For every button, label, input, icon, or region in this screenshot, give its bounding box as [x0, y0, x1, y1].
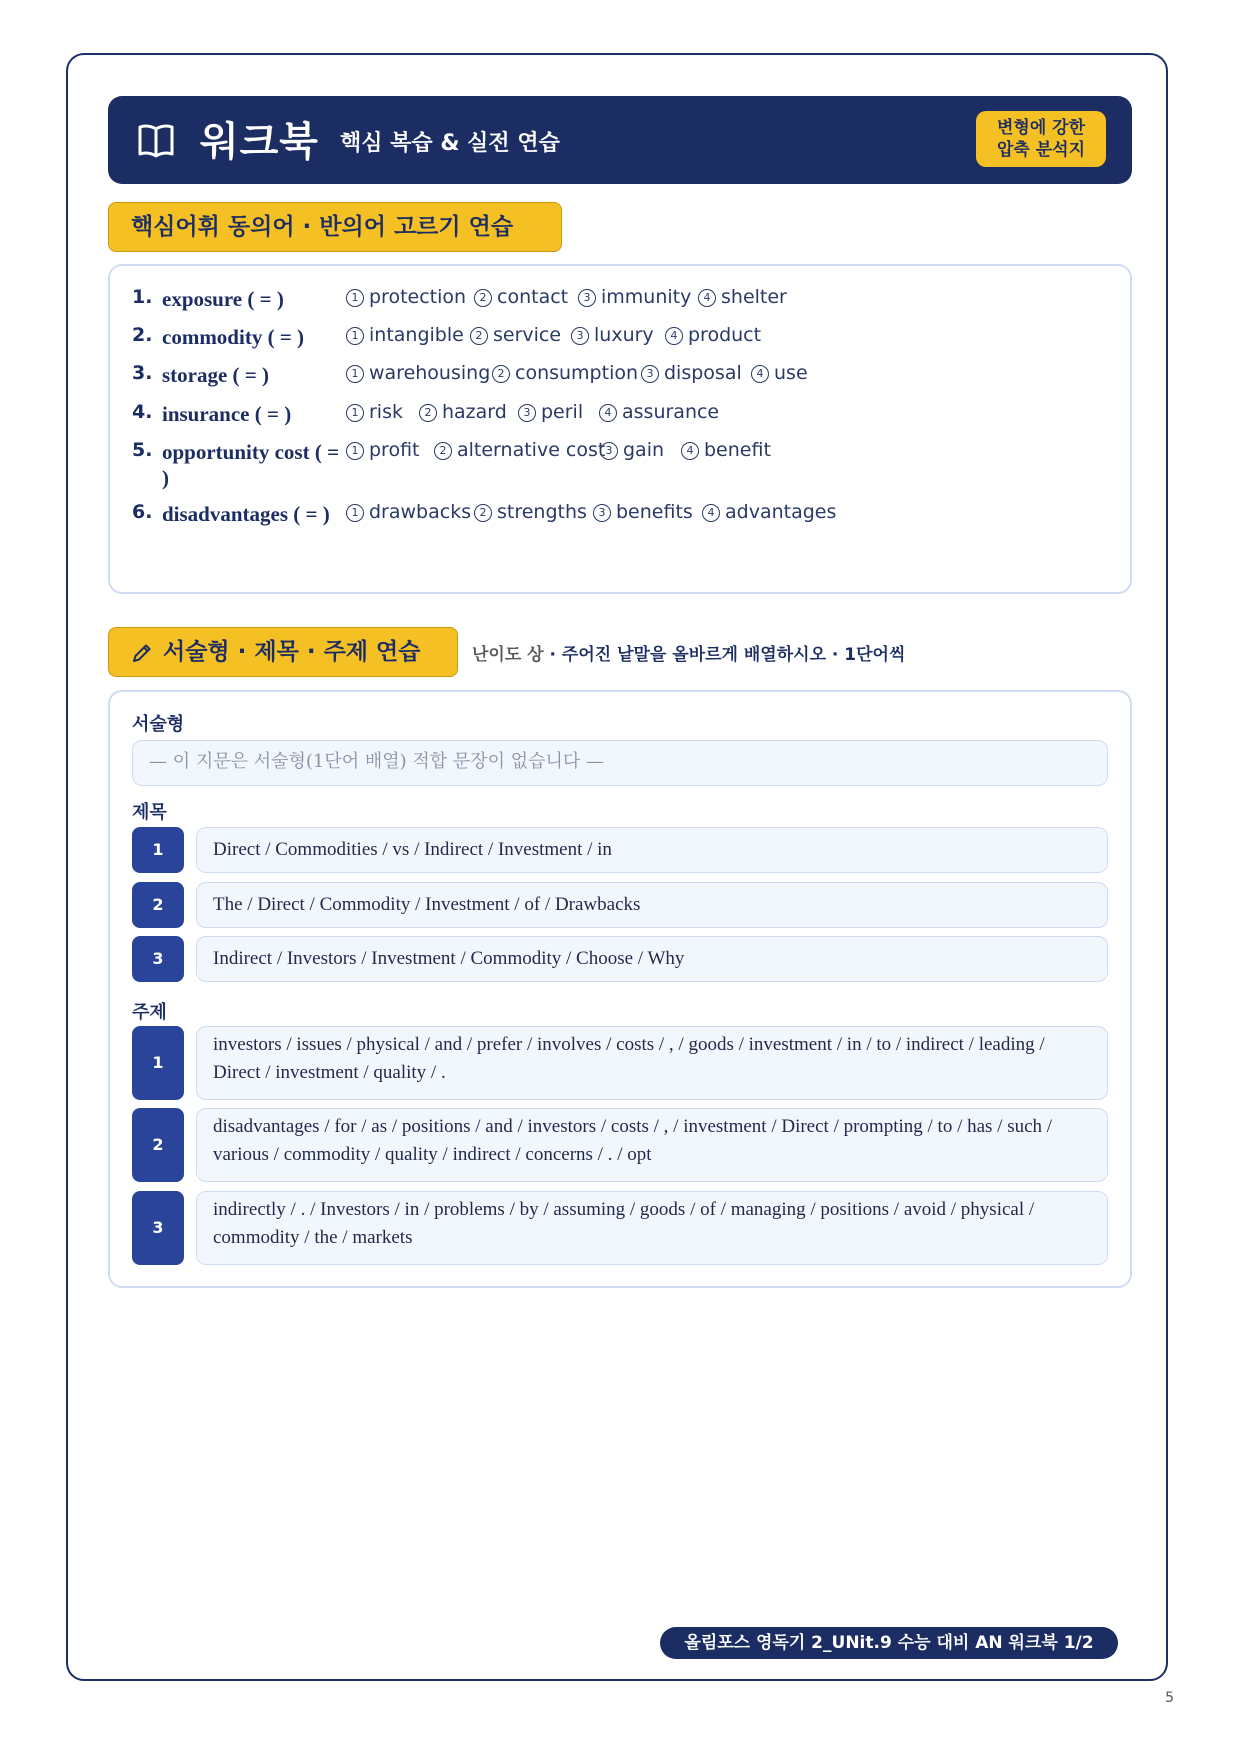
vocab-section-title: 핵심어휘 동의어 · 반의어 고르기 연습: [108, 202, 562, 252]
option-number-circle: 2: [474, 504, 492, 522]
vocab-option[interactable]: [518, 401, 583, 423]
vocab-option[interactable]: [346, 324, 464, 346]
page-title: 워크북: [200, 119, 319, 165]
vocab-item-number: 3.: [132, 362, 153, 384]
vocab-option[interactable]: [578, 286, 691, 308]
option-text: peril: [541, 401, 584, 423]
option-number-circle: 3: [600, 442, 618, 460]
pencil-icon: [131, 642, 153, 664]
option-text: shelter: [721, 286, 787, 308]
vocab-word: opportunity cost ( = ): [162, 440, 340, 490]
topic-item-number: 3: [132, 1191, 184, 1265]
option-text: service: [493, 324, 562, 346]
option-number-circle: 2: [470, 327, 488, 345]
vocab-option[interactable]: [419, 401, 507, 423]
vocab-option[interactable]: [641, 362, 742, 384]
title-item-scramble: Indirect / Investors / Investment / Commodity / Choose / Why: [196, 936, 1108, 982]
vocab-option[interactable]: [346, 286, 466, 308]
page-subtitle: 핵심 복습 & 실전 연습: [340, 131, 560, 156]
footer-label: 올림포스 영독기 2_UNit.9 수능 대비 AN 워크북 1/2: [660, 1627, 1118, 1659]
option-number-circle: 4: [702, 504, 720, 522]
vocab-option[interactable]: [600, 439, 664, 461]
difficulty-note: [472, 640, 905, 665]
vocab-option[interactable]: [492, 362, 638, 384]
option-text: warehousing: [369, 362, 491, 384]
writing-box: [108, 690, 1132, 1288]
instruction-text: · 주어진 낱말을 올바르게 배열하시오 · 1단어씩: [543, 645, 906, 665]
vocab-option[interactable]: [702, 501, 836, 523]
option-text: contact: [497, 286, 569, 308]
option-number-circle: 2: [474, 289, 492, 307]
option-number-circle: 1: [346, 327, 364, 345]
vocab-option[interactable]: [751, 362, 808, 384]
vocab-item-number: 6.: [132, 501, 153, 523]
vocab-option[interactable]: [571, 324, 654, 346]
option-text: disposal: [664, 362, 742, 384]
essay-empty-notice: — 이 지문은 서술형(1단어 배열) 적합 문장이 없습니다 —: [132, 740, 1108, 786]
option-text: assurance: [622, 401, 720, 423]
title-item-number: 3: [132, 936, 184, 982]
topic-item-scramble: indirectly / . / Investors / in / problems / by / assuming / goods / of / managing / positions / avoid / physical / commodity / the / markets: [196, 1191, 1108, 1265]
option-number-circle: 2: [419, 404, 437, 422]
workbook-header: [108, 96, 1132, 184]
option-number-circle: 3: [518, 404, 536, 422]
topic-item-scramble: disadvantages / for / as / positions / and / investors / costs / , / investment / Direct / prompting / to / has / such / various / commodity / quality / indirect / concerns / . / opt: [196, 1108, 1108, 1182]
option-text: protection: [369, 286, 467, 308]
vocab-option[interactable]: [470, 324, 561, 346]
option-text: use: [774, 362, 808, 384]
vocab-option[interactable]: [599, 401, 719, 423]
vocab-word: storage ( = ): [162, 363, 270, 387]
option-number-circle: 3: [578, 289, 596, 307]
option-text: gain: [623, 439, 665, 461]
vocab-word: insurance ( = ): [162, 402, 292, 426]
difficulty-level: 난이도 상: [472, 645, 544, 665]
option-text: luxury: [594, 324, 654, 346]
writing-section-title: [108, 627, 458, 677]
option-text: advantages: [725, 501, 837, 523]
vocab-word: commodity ( = ): [162, 325, 305, 349]
option-number-circle: 1: [346, 289, 364, 307]
option-number-circle: 4: [665, 327, 683, 345]
writing-section-label: 서술형 · 제목 · 주제 연습: [163, 639, 421, 665]
option-text: drawbacks: [369, 501, 472, 523]
vocab-option[interactable]: [665, 324, 761, 346]
option-text: benefits: [616, 501, 693, 523]
option-number-circle: 1: [346, 404, 364, 422]
vocab-box: [108, 264, 1132, 594]
title-item-number: 1: [132, 827, 184, 873]
vocab-option[interactable]: [346, 401, 403, 423]
title-label: 제목: [132, 802, 167, 823]
vocab-item-number: 5.: [132, 439, 153, 461]
essay-label: 서술형: [132, 714, 185, 735]
option-number-circle: 3: [571, 327, 589, 345]
option-number-circle: 1: [346, 442, 364, 460]
vocab-option[interactable]: [593, 501, 693, 523]
option-number-circle: 4: [599, 404, 617, 422]
option-text: immunity: [601, 286, 692, 308]
vocab-item-number: 2.: [132, 324, 153, 346]
option-text: product: [688, 324, 762, 346]
vocab-option[interactable]: [346, 362, 490, 384]
option-text: consumption: [515, 362, 639, 384]
option-number-circle: 1: [346, 504, 364, 522]
option-number-circle: 4: [751, 365, 769, 383]
vocab-word: disadvantages ( = ): [162, 502, 330, 526]
topic-item-scramble: investors / issues / physical / and / prefer / involves / costs / , / goods / investment / in / to / indirect / leading / Direct / investment / quality / .: [196, 1026, 1108, 1100]
option-text: benefit: [704, 439, 771, 461]
topic-item-number: 1: [132, 1026, 184, 1100]
option-number-circle: 2: [492, 365, 510, 383]
topic-item-number: 2: [132, 1108, 184, 1182]
vocab-option[interactable]: [698, 286, 787, 308]
option-number-circle: 2: [434, 442, 452, 460]
option-text: hazard: [442, 401, 507, 423]
header-badge: 변형에 강한 압축 분석지: [976, 111, 1106, 167]
option-text: intangible: [369, 324, 464, 346]
vocab-option[interactable]: [681, 439, 771, 461]
option-text: strengths: [497, 501, 587, 523]
book-icon: [136, 120, 176, 160]
title-item-number: 2: [132, 882, 184, 928]
option-number-circle: 3: [641, 365, 659, 383]
title-item-scramble: Direct / Commodities / vs / Indirect / Investment / in: [196, 827, 1108, 873]
option-number-circle: 3: [593, 504, 611, 522]
option-text: risk: [369, 401, 403, 423]
option-number-circle: 4: [698, 289, 716, 307]
vocab-option[interactable]: [346, 501, 471, 523]
option-text: profit: [369, 439, 420, 461]
title-item-scramble: The / Direct / Commodity / Investment / of / Drawbacks: [196, 882, 1108, 928]
vocab-option[interactable]: [434, 439, 605, 461]
topic-label: 주제: [132, 1002, 167, 1023]
vocab-item-number: 4.: [132, 401, 153, 423]
vocab-option[interactable]: [346, 439, 420, 461]
option-text: alternative cost: [457, 439, 606, 461]
vocab-option[interactable]: [474, 286, 568, 308]
option-number-circle: 1: [346, 365, 364, 383]
vocab-option[interactable]: [474, 501, 587, 523]
vocab-item-number: 1.: [132, 286, 153, 308]
option-number-circle: 4: [681, 442, 699, 460]
vocab-word: exposure ( = ): [162, 287, 284, 311]
page-number: 5: [1165, 1690, 1174, 1706]
